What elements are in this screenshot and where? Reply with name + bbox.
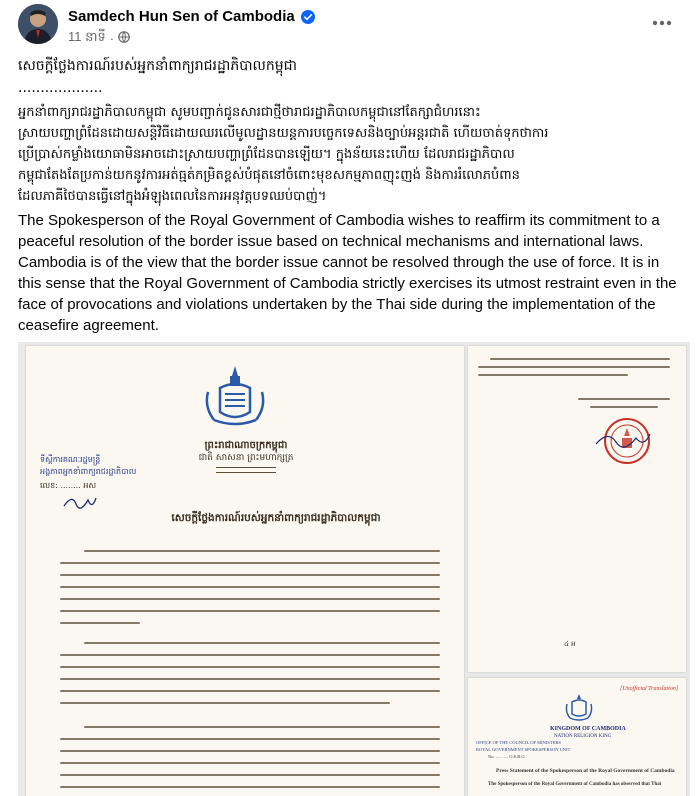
- more-horizontal-icon: [652, 13, 672, 31]
- signature-mark: [62, 492, 98, 519]
- signature-mark-2: [592, 428, 652, 457]
- doc-office-khmer-2: អង្គភាពអ្នកនាំពាក្យរាជរដ្ឋាភិបាល: [40, 467, 137, 476]
- doc-press-title: Press Statement of the Spokesperson of the Royal Government of Cambodia: [496, 768, 675, 774]
- khmer-document-page-2-image[interactable]: [468, 346, 686, 672]
- post-options-button[interactable]: [648, 10, 676, 34]
- decorative-divider: [216, 467, 276, 473]
- khmer-line-3: ប្រើប្រាស់កម្លាំងយោធាមិនអាចដោះស្រាយបញ្ហាព្រំដែនបានឡើយ។ ក្នុងន័យនេះហើយ ដែលរាជរដ្ឋាភិបាល: [18, 147, 515, 162]
- author-name-text[interactable]: Samdech Hun Sen of Cambodia: [68, 8, 295, 25]
- doc-office-khmer-1: ទីស្តីការគណៈរដ្ឋមន្ត្រី: [40, 455, 101, 464]
- doc-ref-en: No. ........... O.S.R.G: [488, 754, 525, 759]
- doc-kingdom-khmer: ព្រះរាជាណាចក្រកម្ពុជា: [204, 440, 288, 451]
- post-timestamp[interactable]: 11 នាទី: [68, 29, 106, 44]
- doc-unofficial-label: [Unofficial Translation]: [620, 686, 679, 692]
- doc-ref-khmer: លេខ: ........ អស: [40, 481, 97, 490]
- doc-office-en-2: ROYAL GOVERNMENT SPOKESPERSON UNIT: [476, 747, 571, 752]
- khmer-line-1: អ្នកនាំពាក្យរាជរដ្ឋាភិបាលកម្ពុជា សូមបញ្ជាក់ជូនសារជាថ្មីថារាជរដ្ឋាភិបាលកម្ពុជានៅតែក្សាជំហរនោះ: [18, 105, 481, 120]
- author-avatar[interactable]: [18, 4, 58, 44]
- meta-separator: ·: [109, 31, 115, 46]
- khmer-statement-document-image[interactable]: [26, 346, 464, 796]
- author-name[interactable]: [68, 8, 315, 25]
- doc-kingdom-en: KINGDOM OF CAMBODIA: [550, 726, 626, 732]
- doc-page-mark: ៤ អ: [564, 640, 576, 648]
- royal-emblem-icon: [200, 362, 270, 437]
- english-body: The Spokesperson of the Royal Government of Cambodia wishes to reaffirm its commitment to a peaceful resolution of the border issue based on technical mechanisms and international laws. Cambodia is of the view that the border issue cannot be resolved through the use of force. It is in this sense that the Royal Government of Cambodia strictly exercises its utmost restraint even in the face of provocations and violations undertaken by the Thai side during the implementation of the ceasefire agreement.: [18, 212, 677, 334]
- globe-icon: [118, 31, 130, 46]
- verified-badge-icon: [301, 10, 315, 24]
- post-image-gallery[interactable]: [18, 342, 690, 796]
- khmer-line-5: ដែលភាគីថៃបានធ្វើនៅក្នុងអំឡុងពេលនៃការអនុវត្តបទឈប់បាញ់។: [18, 189, 327, 204]
- doc-office-en-1: OFFICE OF THE COUNCIL OF MINISTERS: [476, 740, 561, 745]
- khmer-line-4: កម្ពុជាតែងតែប្រកាន់យកនូវការអត់ធ្មត់កម្រិតខ្ពស់បំផុតនៅចំពោះមុខសកម្មភាពញុះញង់ និងការរំលោភបំពាន: [18, 168, 520, 183]
- khmer-dots: ...................: [18, 80, 103, 96]
- doc-motto-khmer: ជាតិ សាសនា ព្រះមហាក្សត្រ: [198, 453, 294, 463]
- doc-motto-en: NATION RELIGION KING: [554, 734, 612, 739]
- khmer-line-2: ស្រាយបញ្ហាព្រំដែនដោយសន្តិវិធីដោយឈរលើមូលដ្ឋានយន្តការបច្ចេកទេសនិងច្បាប់អន្តរជាតិ ហើយចាត់ទុកថាការ: [18, 126, 549, 141]
- doc-press-first-line: The Spokesperson of the Royal Government of Cambodia has observed that Thai: [488, 782, 662, 787]
- doc-statement-title-khmer: សេចក្តីថ្លែងការណ៍របស់អ្នកនាំពាក្យរាជរដ្ឋាភិបាលកម្ពុជា: [171, 512, 381, 524]
- english-translation-document-image[interactable]: [468, 678, 686, 796]
- post-meta: [68, 29, 130, 48]
- khmer-title: សេចក្តីថ្លែងការណ៍របស់អ្នកនាំពាក្យរាជរដ្ឋាភិបាលកម្ពុជា: [18, 58, 297, 74]
- royal-emblem-small-icon: [564, 692, 594, 727]
